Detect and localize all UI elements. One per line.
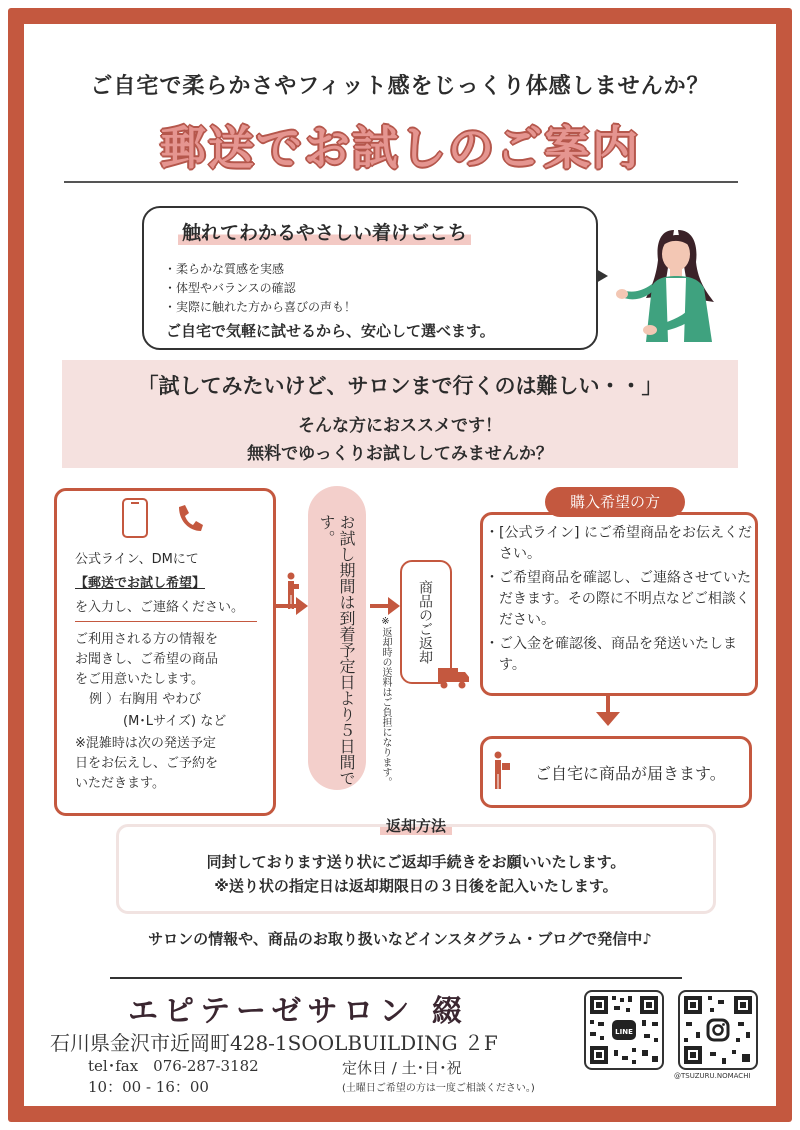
smartphone-icon xyxy=(121,497,149,539)
arrow-right-icon xyxy=(370,604,390,608)
arrow-head xyxy=(596,712,620,726)
return-method-line-1: 同封しております送り状にご返却手続きをお願いいたします。 xyxy=(206,853,626,871)
instagram-handle: @TSUZURU.NOMACHI xyxy=(674,1072,751,1080)
bubble-note: ご自宅で気軽に試せるから、安心して選べます。 xyxy=(166,322,495,340)
return-step-text: 商品のご返却 xyxy=(417,580,433,664)
example-text: (M･Lサイズ) など xyxy=(123,714,227,729)
purchase-box xyxy=(480,493,758,696)
woman-illustration xyxy=(616,216,736,346)
arrow-right-icon xyxy=(276,604,298,608)
qr-code-icon xyxy=(680,992,756,1068)
divider xyxy=(64,181,738,183)
info-text: をご用意いたします。 xyxy=(75,672,204,687)
salon-name: エピテーゼサロン 綴 xyxy=(128,994,468,1029)
page-title: 郵送でお試しのご案内 xyxy=(160,121,640,175)
line-label: LINE xyxy=(615,1028,633,1036)
arrow-head xyxy=(388,597,400,615)
band-line-1: 「試してみたいけど、サロンまで行くのは難しい・・」 xyxy=(137,374,663,398)
qr-code-icon xyxy=(586,992,662,1068)
closed-days: 定休日 / 土･日･祝 xyxy=(342,1059,462,1077)
example-text: 例 ）右胸用 やわび xyxy=(89,692,202,707)
note-text: 日をお伝えし、ご予約を xyxy=(75,756,219,771)
list-item: ・実際に触れた方から喜びの声も！ xyxy=(164,300,357,314)
sns-info: サロンの情報や、商品のお取り扱いなどインスタグラム・ブログで発信中♪ xyxy=(148,930,652,948)
info-text: ご利用される方の情報を xyxy=(75,632,219,647)
speech-bubble xyxy=(142,206,598,350)
bubble-tail xyxy=(596,269,608,283)
contact-text: を入力し、ご連絡ください。 xyxy=(75,600,245,615)
instagram-qr-code[interactable] xyxy=(678,990,758,1070)
truck-icon xyxy=(438,666,470,690)
list-item: ・ ご入金を確認後、商品を発送いたします。 xyxy=(487,634,755,676)
arrow-head xyxy=(296,597,308,615)
person-with-parcel-icon xyxy=(493,751,511,791)
bubble-list xyxy=(164,260,356,317)
business-hours: 10：00 - 16：00 xyxy=(88,1078,209,1096)
tel-fax: tel･fax 076-287-3182 xyxy=(88,1057,259,1075)
closed-note: (土曜日ご希望の方は一度ご相談ください。) xyxy=(342,1083,535,1094)
delivered-text: ご自宅に商品が届きます。 xyxy=(535,764,726,783)
step-contact-box xyxy=(54,488,276,816)
footer-divider xyxy=(110,977,682,979)
bubble-heading: 触れてわかるやさしい着けごこち xyxy=(178,218,471,245)
note-text: ※混雑時は次の発送予定 xyxy=(75,736,216,751)
band-line-3: 無料でゆっくりお試ししてみませんか？ xyxy=(247,444,553,464)
trial-period-text: お試し期間は到着予定日より５日間です。 xyxy=(317,514,356,786)
return-method-line-2: ※送り状の指定日は返却期限日の３日後を記入いたします。 xyxy=(214,877,618,895)
address: 石川県金沢市近岡町428-1SOOLBUILDING ２F xyxy=(50,1031,498,1055)
return-method-heading: 返却方法 xyxy=(380,817,452,835)
info-text: お聞きし、ご希望の商品 xyxy=(75,652,219,667)
return-method-box xyxy=(116,817,716,914)
flyer xyxy=(24,24,776,1106)
band-line-2: そんな方におススメです！ xyxy=(298,416,502,436)
purchase-list xyxy=(487,523,755,679)
line-qr-code[interactable] xyxy=(584,990,664,1070)
list-item: ・体型やバランスの確認 xyxy=(164,281,296,295)
lead-text: ご自宅で柔らかさやフィット感をじっくり体感しませんか？ xyxy=(90,74,710,99)
contact-keyword: 【郵送でお試し希望】 xyxy=(75,576,206,591)
note-text: いただきます。 xyxy=(75,776,165,791)
purchase-tag: 購入希望の方 xyxy=(545,487,685,517)
highlight-band xyxy=(62,360,738,468)
contact-text: 公式ライン、DMにて xyxy=(75,552,199,567)
trial-period-pill xyxy=(308,486,366,790)
delivered-box xyxy=(480,736,752,808)
list-item: ・柔らかな質感を実感 xyxy=(164,262,285,276)
list-item: ・ ご希望商品を確認し、ご連絡させていただきます。その際に不明点などご相談ください。 xyxy=(487,568,755,631)
shipping-note: ※返却時の送料はご負担になります。 xyxy=(380,616,391,787)
phone-icon xyxy=(175,503,205,533)
list-item: ・ [公式ライン] にご希望商品をお伝えください。 xyxy=(487,523,755,565)
